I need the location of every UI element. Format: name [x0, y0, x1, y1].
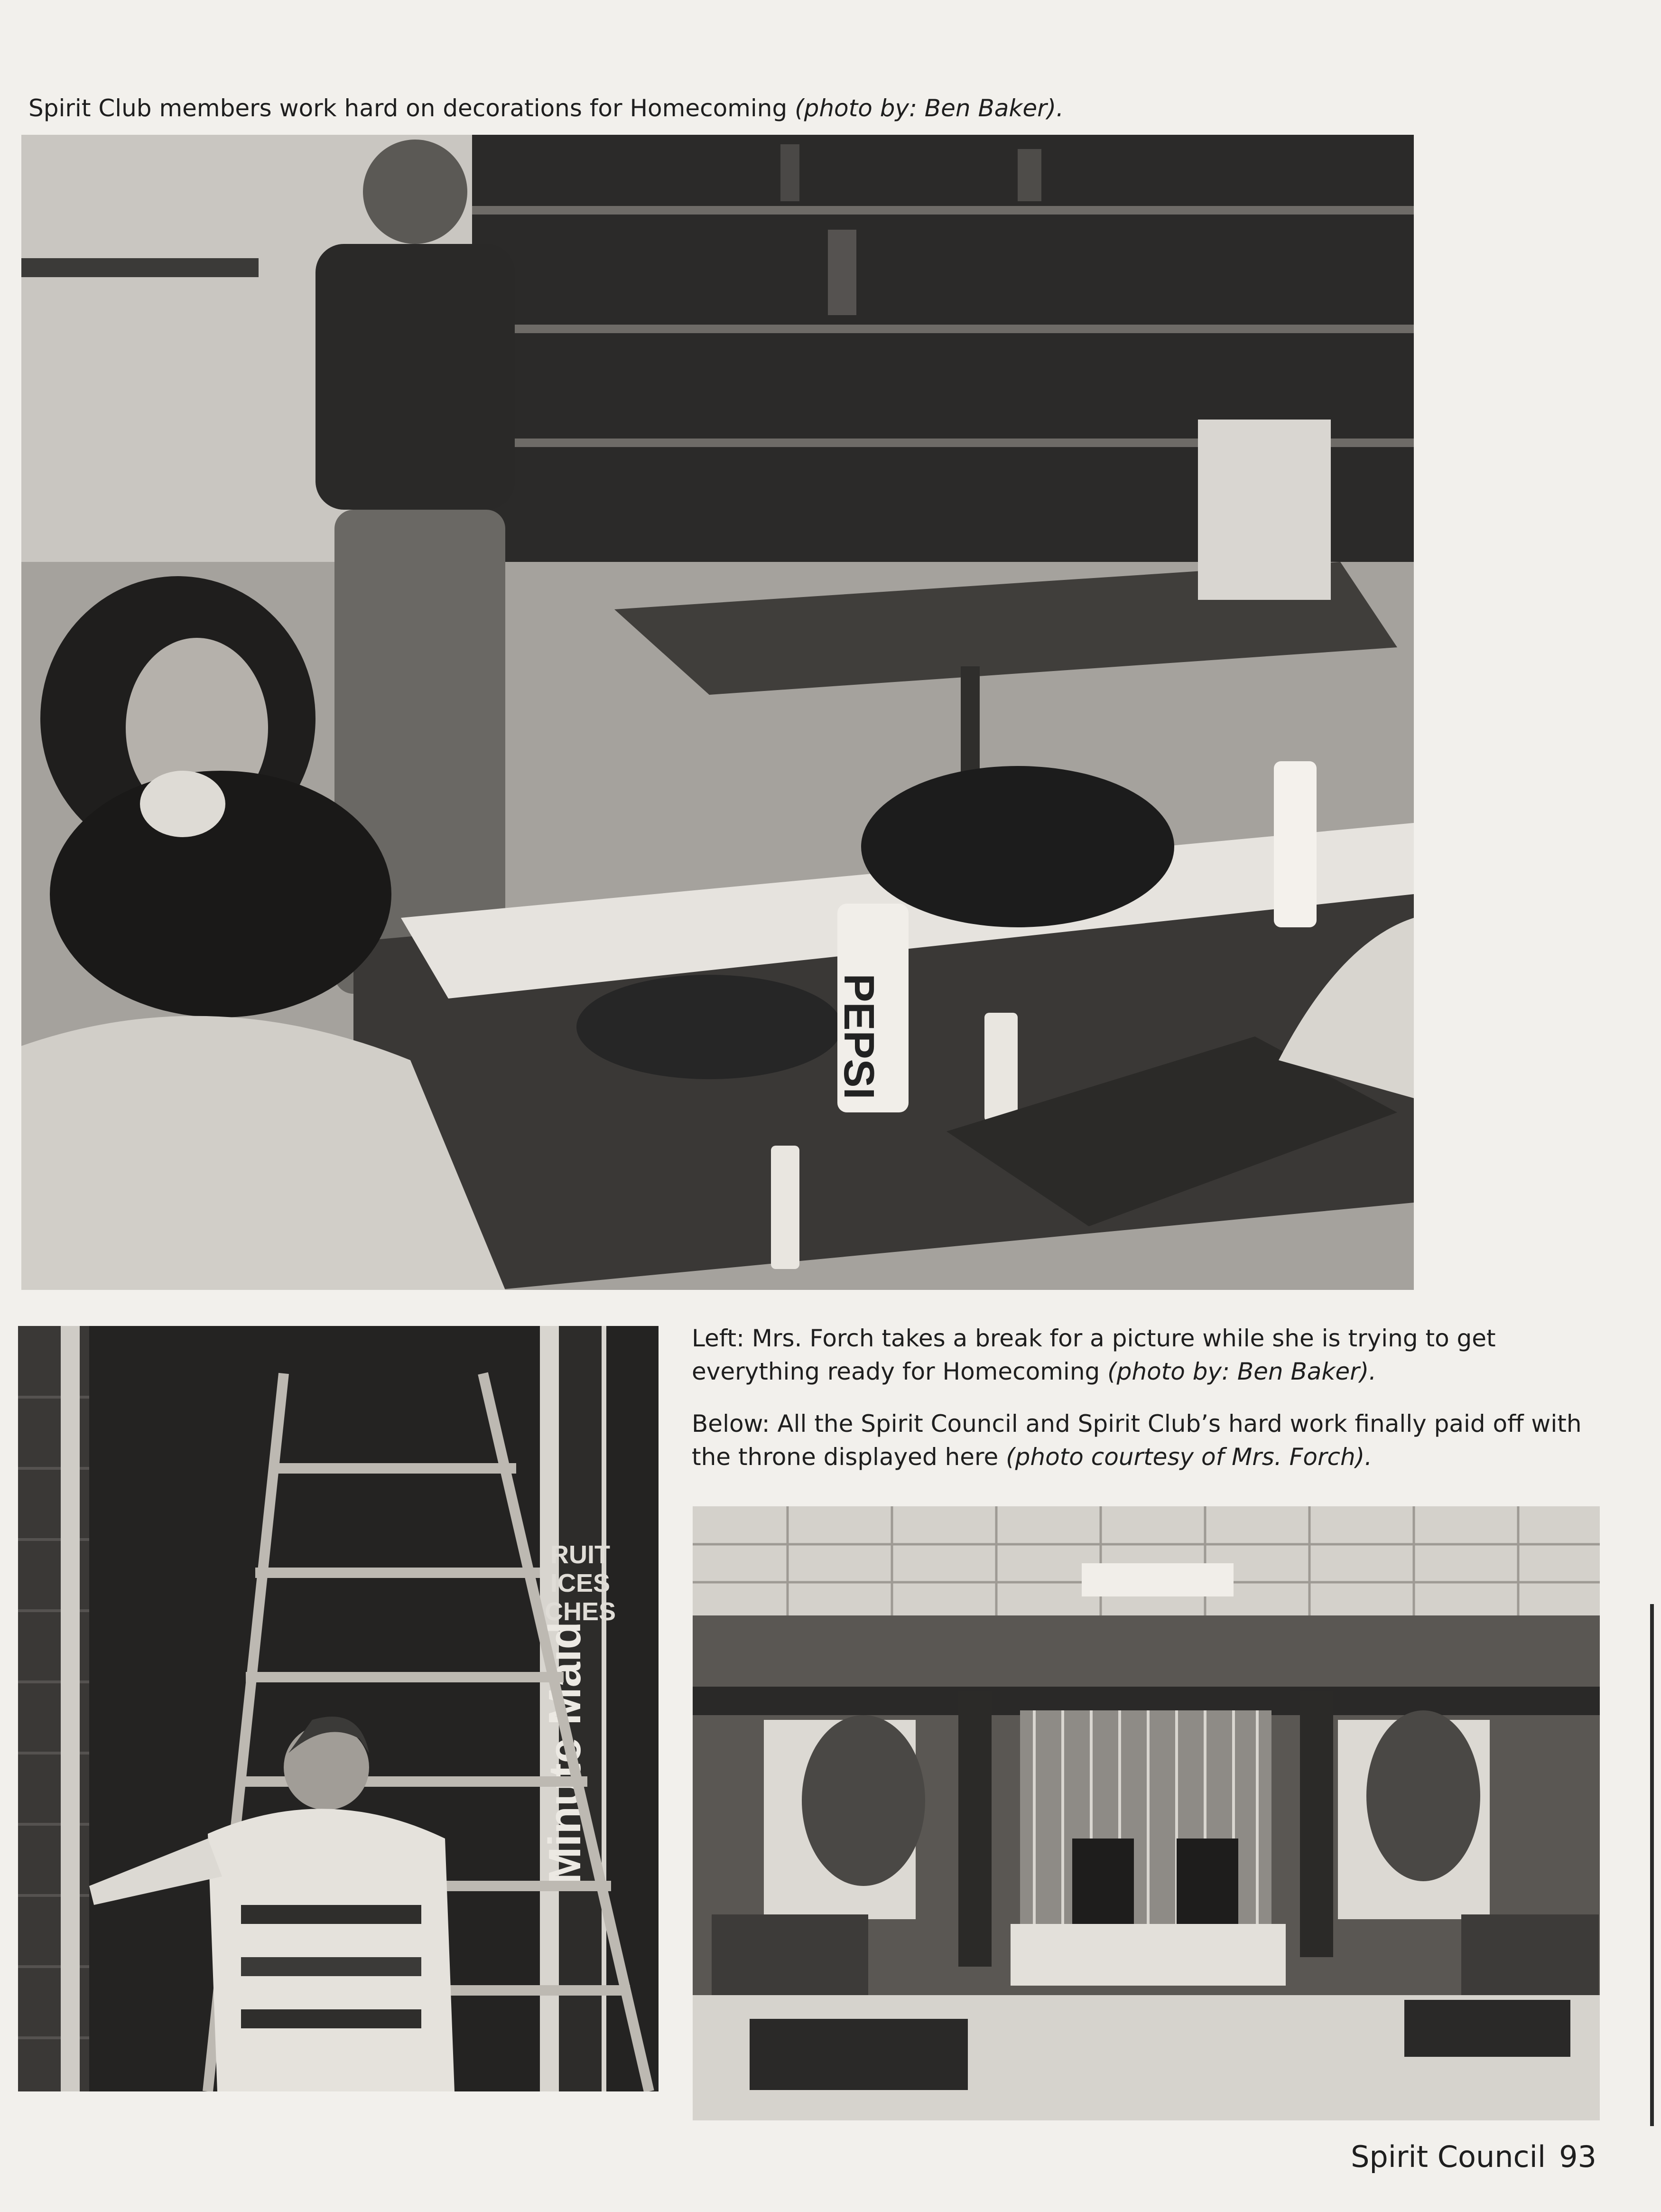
- minute-maid-banner: Minute Maid: [539, 1621, 590, 1885]
- page-footer: [1351, 2139, 1596, 2174]
- pepsi-cup-label: PEPSI: [835, 973, 882, 1100]
- photo-homecoming-throne: [693, 1506, 1600, 2120]
- photo-spirit-club-decorating-image: [21, 135, 1414, 1290]
- photo-mrs-forch-image: [18, 1326, 659, 2091]
- photo-homecoming-throne-image: [693, 1506, 1600, 2120]
- section-title: Spirit Council: [1351, 2139, 1546, 2174]
- top-caption-credit: (photo by: Ben Baker).: [795, 94, 1064, 122]
- photo-spirit-club-decorating: [21, 135, 1414, 1290]
- page-number: 93: [1559, 2139, 1596, 2174]
- photo-mrs-forch: [18, 1326, 659, 2091]
- below-photo-caption: [692, 1407, 1593, 1474]
- below-photo-caption-credit: (photo courtesy of Mrs. Forch).: [1006, 1443, 1373, 1471]
- top-caption-text: Spirit Club members work hard on decorations for Homecoming: [28, 94, 795, 122]
- binding-edge: [1650, 1604, 1654, 2126]
- left-photo-caption-text: Left: Mrs. Forch takes a break for a picture while she is trying to get everything ready for Homecoming: [692, 1325, 1496, 1385]
- wall-text-1: RUIT: [550, 1540, 610, 1569]
- below-photo-caption-text: Below: All the Spirit Council and Spirit Club’s hard work finally paid off with the throne displayed here: [692, 1410, 1582, 1471]
- left-photo-caption: [692, 1322, 1593, 1388]
- wall-text-3: CHES: [544, 1597, 616, 1626]
- top-caption: [28, 92, 1064, 125]
- left-photo-caption-credit: (photo by: Ben Baker).: [1107, 1358, 1377, 1385]
- wall-text-2: ICES: [550, 1569, 611, 1597]
